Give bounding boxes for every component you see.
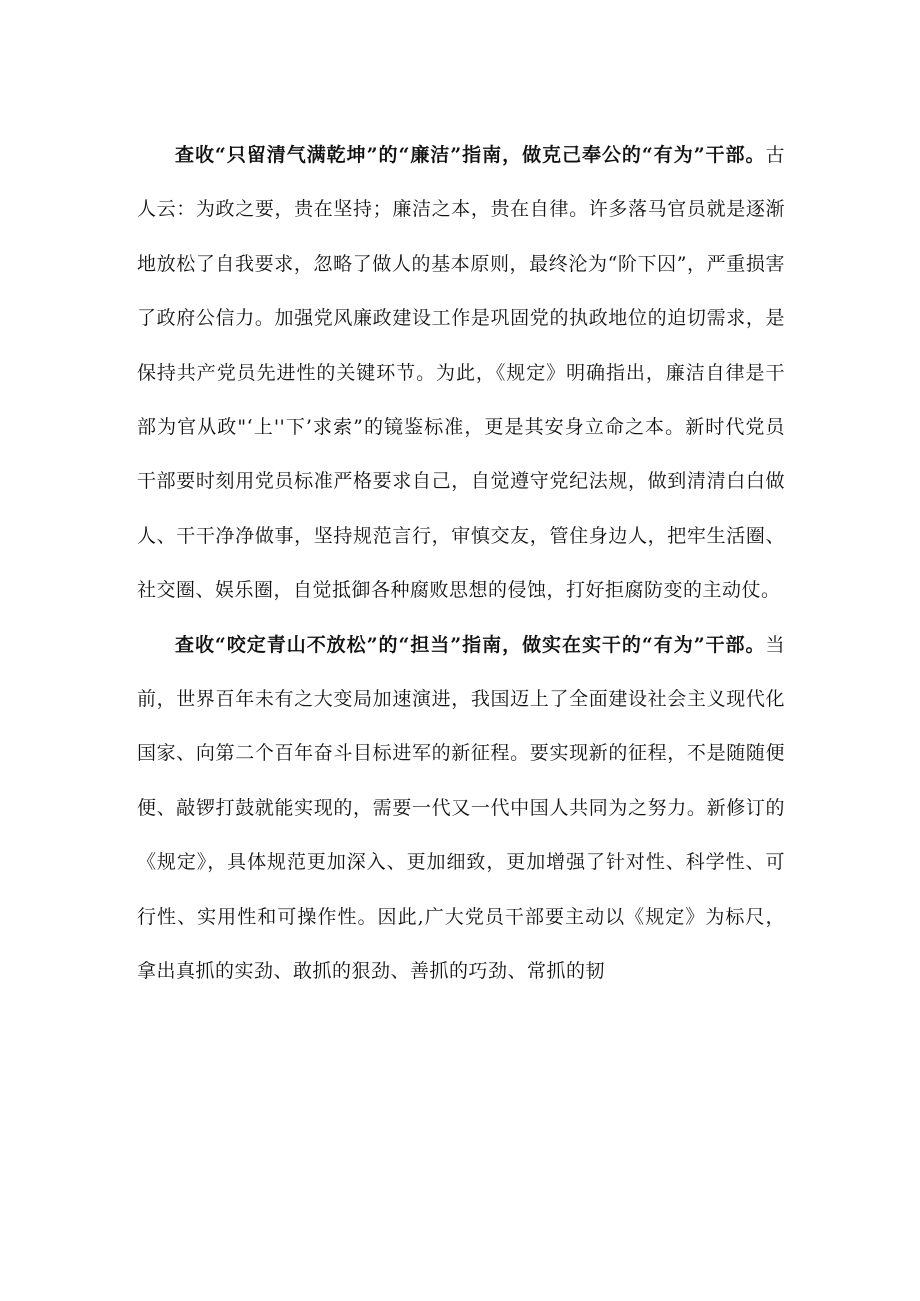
paragraph-text: 当前，世界百年未有之大变局加速演进，我国迈上了全面建设社会主义现代化国家、向第二个百年奋斗目标进军的新征程。要实现新的征程，不是随随便便、敲锣打鼓就能实现的，需要一代又一代中国人共同为之努力。新修订的《规定》，具体规范更加深入、更加细致，更加增强了针对性、科学性、可行性、实用性和可操作性。因此,广大党员干部要主动以《规定》为标尺，拿出真抓的实劲、敢抓的狠劲、善抓的巧劲、常抓的韧 [137, 633, 785, 983]
paragraph-heading: 查收“只留清气满乾坤”的“廉洁”指南，做克己奉公的“有为”干部。 [175, 144, 766, 166]
paragraph-heading: 查收“咬定青山不放松”的“担当”指南，做实在实干的“有为”干部。 [175, 633, 766, 656]
document-body [137, 128, 785, 999]
paragraph-responsibility [137, 618, 785, 999]
paragraph-text: 古人云：为政之要，贵在坚持；廉洁之本，贵在自律。许多落马官员就是逐渐地放松了自我要求，忽略了做人的基本原则，最终沦为“阶下囚”，严重损害了政府公信力。加强党风廉政建设工作是巩固党的执政地位的迫切需求，是保持共产党员先进性的关键环节。为此，《规定》明确指出，廉洁自律是干部为官从政"‘上''下’求索”的镜鉴标准，更是其安身立命之本。新时代党员干部要时刻用党员标准严格要求自己，自觉遵守党纪法规，做到清清白白做人、干干净净做事，坚持规范言行，审慎交友，管住身边人，把牢生活圈、社交圈、娱乐圈，自觉抵御各种腐败思想的侵蚀，打好拒腐防变的主动仗。 [137, 144, 785, 602]
paragraph-integrity [137, 128, 785, 618]
